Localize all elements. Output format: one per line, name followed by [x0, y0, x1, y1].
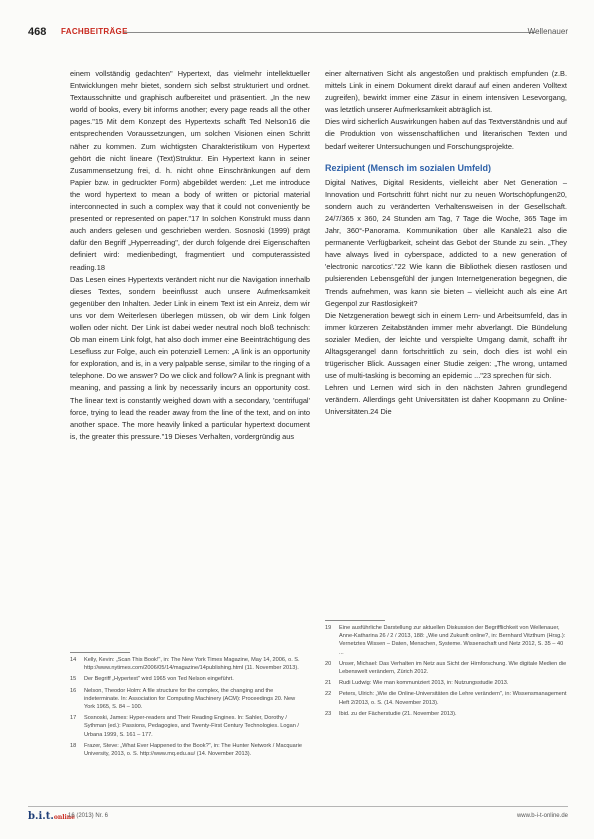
section-label: FACHBEITRÄGE: [61, 27, 128, 36]
journal-logo-suffix: online: [53, 814, 75, 821]
footnote-item: [70, 675, 306, 683]
footnote-number: 16: [70, 687, 77, 694]
footnote-text: Eine ausführliche Darstellung zur aktuellen Diskussion der Begrifflichkeit von Wellenauer, Anne-Katharina 26 / 2 / 2013, 188: „Wie und Zukunft online?, in: Bernhard Vitzthum (Hrsg.): Vernetztes Wissen – Daten, Menschen, Systeme. Wissenschaft und Netz 2012, S. 35 – 40 ...: [339, 625, 566, 656]
footnote-item: [70, 687, 306, 712]
footnote-number: 19: [325, 625, 332, 631]
footnote-text: Frazer, Steve: „What Ever Happened to the Book?", in: The Hunter Network / Macquarie University, 2013, o. S. http://www.mq.edu.au/ (14. November 2013).: [84, 742, 302, 758]
issue-label: 16 (2013) Nr. 6: [68, 813, 109, 819]
right-column: [325, 68, 567, 419]
footnote-item: [325, 679, 567, 687]
author-label: Wellenauer: [527, 27, 568, 36]
page-footer: [28, 806, 568, 821]
footnote-text: Sosnoski, James: Hyper-readers and Their Reading Engines. In: Sahler, Dorothy / Sythman (ed.): Passions, Pedagogies, and Twenty-First Century Technologies. Logan / Urbana 1999, S. 161 – 177.: [84, 715, 299, 738]
footnote-text: Ibid. zu der Fächerstudie (21. November 2013).: [339, 710, 457, 717]
footnote-number: 23: [325, 710, 332, 717]
right-paragraph: Lehren und Lernen wird sich in den nächsten Jahren grundlegend verändern. Allerdings geht Universitäten ist daher Koopmann zu Online-Universitäten.24 Die: [325, 383, 567, 417]
footnote-number: 22: [325, 691, 332, 698]
footnote-rule-right: [325, 620, 385, 621]
footnote-text: Nelson, Theodor Holm: A file structure for the complex, the changing and the indeterminate. In: Association for Computing Machinery (ACM): Proceedings 20. New York 1965, S. 84 – 100.: [84, 687, 296, 711]
footnote-item: [325, 710, 567, 718]
left-column: [70, 68, 310, 443]
footnote-number: 15: [70, 676, 77, 683]
right-paragraph-intro: einer alternativen Sicht als angestoßen und praktisch empfunden (z.B. mittels Link in einem Dokument direkt darauf auf einen anderen Volltext zugreifen), bewirkt immer eine Zäsur in einem intensiven Lesevorgang, was letztlich unserer Aufmerksamkeit abträglich ist.: [325, 69, 567, 115]
page-number: 468: [28, 26, 47, 38]
footnote-number: 21: [325, 680, 332, 687]
footnote-text: Kelly, Kevin: „Scan This Book!", in: The New York Times Magazine, May 14, 2006, o. S. http://www.nytimes.com/2006/05/14/magazine/14publishing.html (11. November 2013).: [84, 657, 300, 672]
page-header: [28, 26, 568, 40]
header-rule: [124, 32, 536, 33]
right-paragraph: Digital Natives, Digital Residents, vielleicht aber Net Generation – Innovation und Fortschritt führt nicht nur zu neuen Wortschöpfungen20, sondern auch zu veränderten Verhaltensweisen in der Gesellschaft. 24/7/365 x 360, 24 Stunden am Tag, 7 Tage die Woche, 365 Tage im Jahr, 360°-Panorama. Kommunikation über alle Kanäle21 also die permanente Verfügbarkeit, scheint das Gebot der Stunde zu sein. „They have always lived in cyberspace, addicted to a new generation of 'electronic narcotics'."22 Wie kann die Bibliothek diesen rastlosen und pulsierenden Lebensgefühl der jungen Internetgeneration begegnen, die Trends aufnehmen, was kann sie bieten – vielleicht auch als eine Art Gegenpol zur Rastlosigkeit?: [325, 177, 567, 308]
right-paragraph: Die Netzgeneration bewegt sich in einem Lern- und Arbeitsumfeld, das in immer kürzeren Zeitabständen immer mehr abverlangt. Die Bündelung sozialer Medien, der leichte und verspielte Umgang damit, schafft ihr Alltagsgerangel dann fortschrittlich zu sein, doch dies ist wohl ein trügerischer Blick. Aussagen einer Studie zeigen: „The wrong, untamed use of multi-tasking is becoming an epidemic ..."23 sprechen für sich.: [325, 310, 567, 381]
left-paragraph: Das Lesen eines Hypertexts verändert nicht nur die Navigation innerhalb dieses Textes, sondern beeinflusst auch unsere Aufmerksamkeit gegenüber den Inhalten. Jeder Link in einem Text ist ein Anreiz, dem wir uns vor dem Weiterlesen überlegen müssen, ob wir dem Link folgen wollen oder nicht. Der Link ist dabei weder neutral noch bloß technisch: Ob man einem Link folgt, hat also doch immer eine Beeinträchtigung des Lesefluss zur Folge, auch ein potenziell Lernen: „A link is an opportunity for exploration, and is, in a very palpable sense, similar to the ringing of a telephone. Do we answer? Do we click and follow? A link is pregnant with meaning, and passing a link by necessarily incurs an opportunity cost. The linear text is constantly weighed down with a secondary, 'centrifugal' force, trying to lead the reader away from the line of the text, and on into another space. The more heavily linked a particular hypertext document is, the greater this pressure."19 Dieses Verhalten, vordergründig aus: [70, 274, 310, 441]
footnote-number: 14: [70, 657, 77, 663]
footnote-item: [70, 714, 306, 739]
footnote-number: 20: [325, 660, 332, 667]
footer-url[interactable]: www.b-i-t-online.de: [516, 813, 568, 819]
footnote-text: Peters, Ulrich: „Wie die Online-Universitäten die Lehre verändern", in: Wissensmanagement Heft 2/2013, o. S. (14. November 2013).: [339, 691, 567, 706]
footnote-item: [325, 660, 567, 676]
right-paragraph: Dies wird sicherlich Auswirkungen haben auf das Textverständnis und auf die Produktion von wissenschaftlichen und literarischen Texten und bedarf weiterer Untersuchungen und Forschungsprojekte.: [325, 117, 567, 151]
footnote-item: [325, 624, 567, 657]
section-subheading: Rezipient (Mensch im sozialen Umfeld): [325, 162, 492, 173]
left-paragraph: einem vollständig gedachten" Hypertext, das vielmehr intellektueller Entwicklungen mehr bietet, sondern sich selbst strukturiert und ordnet. Textausschnitte und graphisch aufbereitet und präsentiert. „In the new world of books, every bit informs another; every page reads all the other pages."15 Mit dem Konzept des Hypertexts schafft Ted Nelson16 die entsprechenden Voraussetzungen, um solchen Visionen einen Schritt näher zu kommen. Zum wichtigsten Charakteristikum von Hypertext gehört die nicht lineare (Text)Struktur. Ein Hypertext kann in seiner Zusammensetzung frei, d. h. nicht ohne Einschränkungen auf dem Papier bzw. in gedruckter Form) abgebildet werden: „Let me introduce the word hypertext to mean a body of written or pictorial material interconnected in such a complex way that it could not conveniently be presented or represented on paper."17 In solchen Konstrukt muss dann auch anders gelesen und geschrieben werden. Sosnoski (1999) prägt dafür den Begriff „Hyperreading", der durch folgende drei Eigenschaften definiert wird: medienbedingt, fragmentiert und computerassisted reading.18: [70, 69, 310, 272]
footnote-number: 18: [70, 742, 77, 749]
journal-logo-main: b.i.t.: [28, 811, 54, 822]
footnote-rule-left: [70, 652, 130, 653]
footnotes-right: [325, 624, 567, 721]
footnote-text: Der Begriff „Hypertext" wird 1965 von Ted Nelson eingeführt.: [84, 676, 234, 683]
footnote-text: Unser, Michael: Das Verhalten im Netz aus Sicht der Hirnforschung. Wie digitale Medien die Lebenswelt verändern, Zürich 2012.: [339, 660, 567, 676]
footnote-item: [325, 690, 567, 706]
footnote-item: [70, 656, 306, 672]
footnote-item: [70, 742, 306, 758]
footnote-text: Rudi Ludwig: Wie man kommuniziert 2013, in: Nutzungsstudie 2013.: [339, 680, 509, 687]
footnotes-left: [70, 656, 306, 761]
footnote-number: 17: [70, 715, 77, 722]
